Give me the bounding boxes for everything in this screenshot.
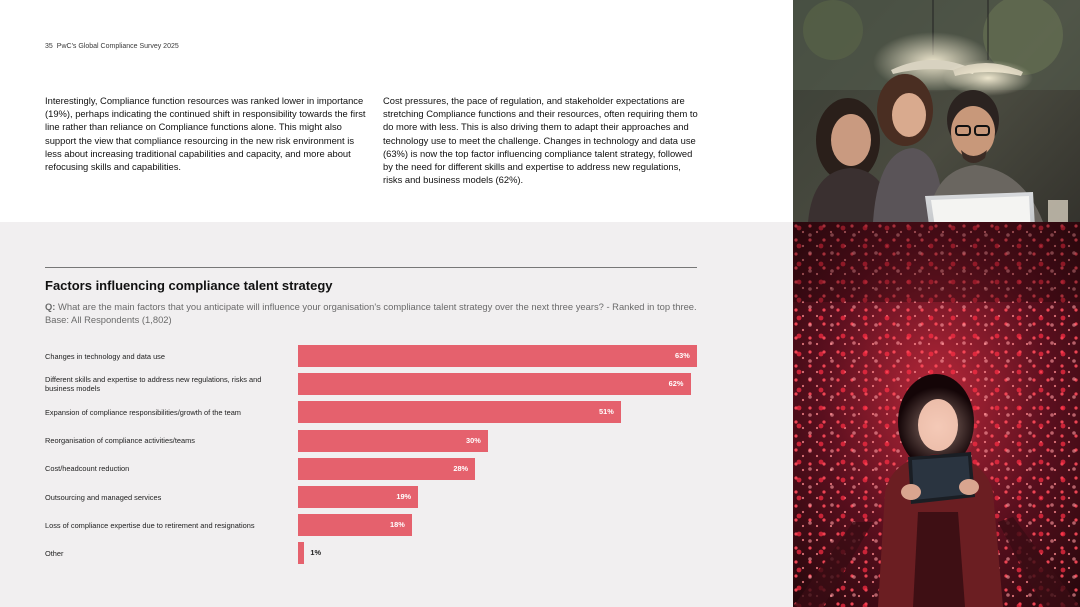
question-text: What are the main factors that you anticipate will influence your organisation's compliance talent strategy over the next three years? - Ranked in top three. Base: All Respondents (1,802): [45, 301, 697, 326]
bar-value-label: 63%: [675, 351, 690, 360]
bar: [298, 345, 697, 367]
section-divider: [45, 267, 697, 268]
category-label: Cost/headcount reduction: [45, 464, 130, 474]
body-paragraph-right: Cost pressures, the pace of regulation, and stakeholder expectations are stretching Compliance functions and their resources, often requiring them to do more with less. This is also driving them to adapt their approaches and technology use to meet the challenge. Changes in technology and data use (63%) is now the top factor influencing compliance talent strategy, followed by the need for different skills and expertise to address new regulations, risks and business models (62%).: [383, 95, 698, 186]
bar-value-label: 62%: [668, 379, 684, 389]
running-header: [45, 43, 179, 50]
bar: [298, 373, 691, 395]
category-label: Different skills and expertise to address new regulations, risks and business models: [45, 375, 262, 394]
bar: [298, 542, 304, 564]
text-section: [0, 0, 793, 222]
bar-value-label: 19%: [396, 492, 412, 501]
page-number: 35: [45, 43, 53, 50]
photo-woman-tablet-image: [793, 222, 1080, 607]
photo-woman-tablet: [793, 222, 1080, 607]
bar: [298, 458, 475, 480]
category-label: Expansion of compliance responsibilities/growth of the team: [45, 407, 241, 417]
category-label: Outsourcing and managed services: [45, 492, 162, 502]
bar: [298, 430, 488, 452]
category-label: Reorganisation of compliance activities/teams: [45, 436, 195, 446]
bar-value-label: 28%: [453, 463, 469, 473]
bar-value-label: 1%: [310, 548, 322, 558]
publication-title: PwC's Global Compliance Survey 2025: [56, 43, 179, 50]
category-label: Changes in technology and data use: [45, 351, 165, 361]
bar: [298, 401, 621, 423]
chart-title: Factors influencing compliance talent strategy: [45, 278, 333, 293]
bar-value-label: 18%: [390, 520, 405, 530]
category-label: Other: [45, 548, 64, 558]
question-prefix: Q:: [45, 301, 56, 312]
bar-value-label: 51%: [599, 407, 614, 417]
survey-question: [45, 300, 705, 327]
bar-value-label: 30%: [466, 435, 481, 445]
body-paragraph-left: Interestingly, Compliance function resources was ranked lower in importance (19%), perhaps indicating the continued shift in responsibility towards the first line rather than reliance on Compliance functions alone. This might also support the view that compliance resourcing in the new risk environment is less about increasing traditional capabilities and capacity, and more about refocusing skills and capabilities.: [45, 95, 366, 173]
category-label: Loss of compliance expertise due to retirement and resignations: [45, 520, 255, 530]
